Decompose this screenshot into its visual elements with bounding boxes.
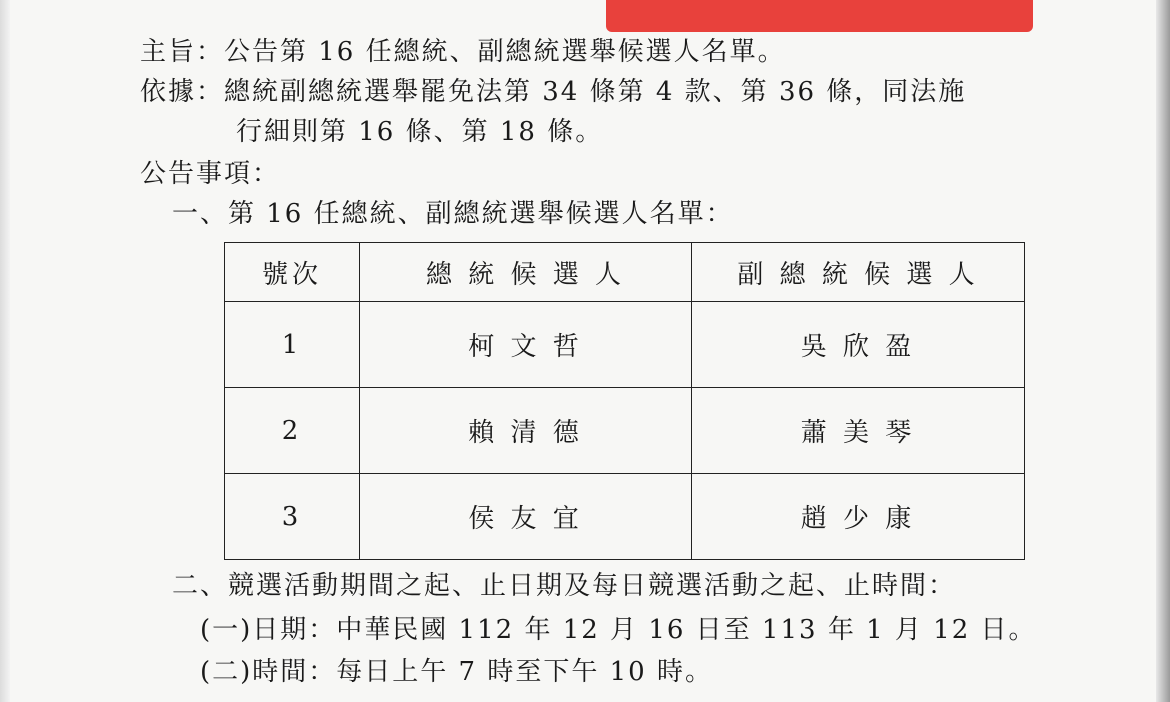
basis-line-1: 依據：總統副總統選舉罷免法第 34 條第 4 款、第 36 條，同法施 (140, 77, 967, 107)
vice-president-name: 趙 少 康 (692, 474, 1025, 560)
table-row (225, 388, 1025, 474)
redaction-mark (606, 0, 1033, 32)
date-line: (一)日期：中華民國 112 年 12 月 16 日至 113 年 1 月 12 日。 (200, 615, 1037, 645)
president-name: 柯 文 哲 (360, 302, 692, 388)
candidate-table (224, 242, 1025, 560)
president-name: 侯 友 宜 (360, 474, 692, 560)
header-president: 總 統 候 選 人 (360, 243, 692, 302)
subject-line: 主旨：公告第 16 任總統、副總統選舉候選人名單。 (140, 37, 786, 67)
items-heading: 公告事項： (140, 159, 281, 189)
table-header-row (225, 243, 1025, 302)
row-number: 1 (225, 302, 360, 388)
page-left-edge (0, 0, 10, 702)
header-number: 號次 (225, 243, 360, 302)
vice-president-name: 蕭 美 琴 (692, 388, 1025, 474)
basis-line-2: 行細則第 16 條、第 18 條。 (236, 117, 604, 147)
row-number: 2 (225, 388, 360, 474)
table-row (225, 302, 1025, 388)
table-row (225, 474, 1025, 560)
page-right-edge (1156, 0, 1170, 702)
row-number: 3 (225, 474, 360, 560)
president-name: 賴 清 德 (360, 388, 692, 474)
item-two-heading: 二、競選活動期間之起、止日期及每日競選活動之起、止時間： (172, 571, 957, 601)
vice-president-name: 吳 欣 盈 (692, 302, 1025, 388)
time-line: (二)時間：每日上午 7 時至下午 10 時。 (200, 657, 713, 687)
header-vice-president: 副 總 統 候 選 人 (692, 243, 1025, 302)
item-one-heading: 一、第 16 任總統、副總統選舉候選人名單： (172, 199, 734, 229)
